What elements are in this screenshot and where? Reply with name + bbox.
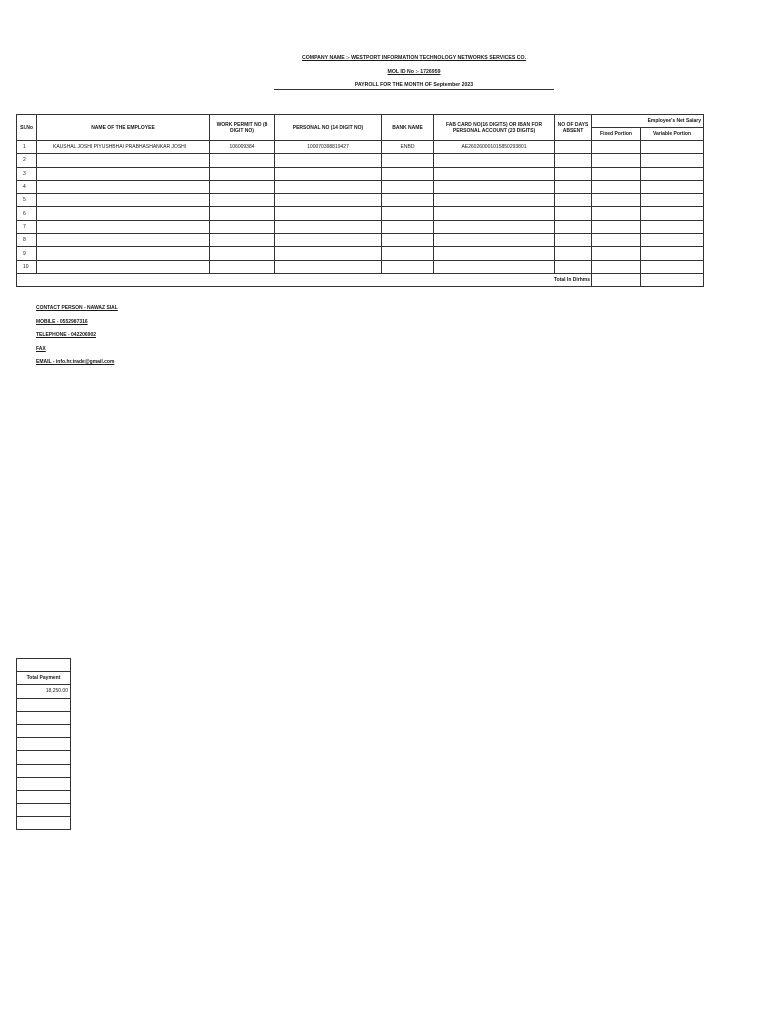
cell-work-permit [210,234,275,247]
cell-bank [382,260,434,273]
payment-empty-cell [17,711,71,724]
cell-variable [641,207,704,220]
cell-name [37,247,210,260]
payroll-table [16,114,704,287]
cell-personal-no: 100070398819427 [275,141,382,154]
total-label: Total In Dirhms [17,273,592,286]
cell-slno: 8 [17,234,37,247]
cell-work-permit [210,260,275,273]
cell-personal-no [275,154,382,167]
total-fixed [592,273,641,286]
table-row [17,260,704,273]
cell-variable [641,260,704,273]
table-row [17,220,704,233]
cell-fixed [592,220,641,233]
cell-bank [382,180,434,193]
cell-variable [641,154,704,167]
cell-variable [641,194,704,207]
cell-name [37,180,210,193]
cell-fixed [592,180,641,193]
header-days-absent: NO OF DAYS ABSENT [555,115,592,141]
company-name: COMPANY NAME :- WESTPORT INFORMATION TECHNOLOGY NETWORKS SERVICES CO. [301,55,527,61]
cell-days-absent [555,180,592,193]
table-row [17,180,704,193]
contact-fax: FAX [36,346,46,352]
header-slno: Sl.No [17,115,37,141]
cell-fab [434,167,555,180]
total-variable [641,273,704,286]
cell-fixed [592,141,641,154]
cell-variable [641,180,704,193]
cell-fixed [592,154,641,167]
cell-slno: 3 [17,167,37,180]
payment-table [16,658,71,830]
cell-personal-no [275,194,382,207]
cell-variable [641,234,704,247]
cell-days-absent [555,247,592,260]
cell-variable [641,220,704,233]
cell-fab [434,260,555,273]
cell-days-absent [555,234,592,247]
table-row [17,141,704,154]
cell-personal-no [275,167,382,180]
cell-name [37,234,210,247]
header-fab: FAB CARD NO(16 DIGITS) OR IBAN FOR PERSONAL ACCOUNT (23 DIGITS) [434,115,555,141]
cell-fab [434,207,555,220]
contact-telephone: TELEPHONE - 042206902 [36,332,97,338]
contact-mobile: MOBILE - 0552987316 [36,319,88,325]
cell-name [37,154,210,167]
header-name: NAME OF THE EMPLOYEE [37,115,210,141]
cell-work-permit [210,220,275,233]
payment-empty-cell [17,777,71,790]
cell-days-absent [555,194,592,207]
cell-days-absent [555,260,592,273]
cell-fixed [592,234,641,247]
cell-variable [641,141,704,154]
cell-days-absent [555,154,592,167]
cell-fab: AE260260001015850293801 [434,141,555,154]
header-personal-no: PERSONAL NO (14 DIGIT NO) [275,115,382,141]
cell-name [37,260,210,273]
header-bank: BANK NAME [382,115,434,141]
cell-fab [434,194,555,207]
cell-slno: 9 [17,247,37,260]
cell-fixed [592,247,641,260]
title-underline [274,89,554,90]
cell-name [37,220,210,233]
cell-days-absent [555,141,592,154]
cell-personal-no [275,207,382,220]
payment-header: Total Payment [17,672,71,685]
cell-fab [434,234,555,247]
contact-email: EMAIL - info.hr.trade@gmail.com [36,359,115,365]
cell-work-permit [210,167,275,180]
cell-work-permit [210,180,275,193]
cell-name: KAUSHAL JOSHI PIYUSHBHAI PRABHASHANKAR JOSHI [37,141,210,154]
cell-slno: 10 [17,260,37,273]
table-row [17,167,704,180]
cell-name [37,167,210,180]
payment-empty-cell [17,724,71,737]
payment-empty-cell [17,790,71,803]
mol-id: MOL ID No :- 1726959 [387,69,441,75]
cell-work-permit [210,207,275,220]
cell-work-permit: 106009384 [210,141,275,154]
payment-empty-cell [17,817,71,830]
payment-empty-cell [17,751,71,764]
cell-personal-no [275,247,382,260]
cell-fab [434,220,555,233]
table-row [17,234,704,247]
cell-personal-no [275,234,382,247]
cell-name [37,194,210,207]
cell-fab [434,247,555,260]
payment-empty-cell [17,764,71,777]
payment-empty-cell [17,738,71,751]
cell-bank: ENBD [382,141,434,154]
payroll-title: PAYROLL FOR THE MONTH OF September 2023 [354,82,474,88]
cell-fab [434,154,555,167]
header-variable: Variable Portion [641,128,704,141]
cell-bank [382,154,434,167]
cell-name [37,207,210,220]
cell-personal-no [275,260,382,273]
cell-slno: 7 [17,220,37,233]
cell-bank [382,220,434,233]
cell-fixed [592,167,641,180]
contact-person: CONTACT PERSON - NAWAZ SIAL [36,305,118,311]
cell-days-absent [555,167,592,180]
cell-fixed [592,194,641,207]
cell-slno: 5 [17,194,37,207]
cell-work-permit [210,154,275,167]
cell-slno: 1 [17,141,37,154]
cell-personal-no [275,220,382,233]
table-row [17,247,704,260]
cell-variable [641,167,704,180]
table-row [17,154,704,167]
header-work-permit: WORK PERMIT NO (8 DIGIT NO) [210,115,275,141]
cell-bank [382,247,434,260]
payment-empty-cell [17,698,71,711]
cell-bank [382,207,434,220]
cell-slno: 4 [17,180,37,193]
cell-fixed [592,260,641,273]
payment-value: 18,250.00 [17,685,71,698]
header-net-salary: Employee's Net Salary [592,115,704,128]
payment-empty-cell [17,804,71,817]
payment-top-cell [17,659,71,672]
cell-days-absent [555,207,592,220]
cell-work-permit [210,247,275,260]
cell-fab [434,180,555,193]
cell-slno: 2 [17,154,37,167]
cell-work-permit [210,194,275,207]
table-row [17,194,704,207]
cell-fixed [592,207,641,220]
cell-bank [382,234,434,247]
cell-bank [382,167,434,180]
cell-bank [382,194,434,207]
header-fixed: Fixed Portion [592,128,641,141]
cell-days-absent [555,220,592,233]
cell-personal-no [275,180,382,193]
cell-variable [641,247,704,260]
table-row [17,207,704,220]
cell-slno: 6 [17,207,37,220]
